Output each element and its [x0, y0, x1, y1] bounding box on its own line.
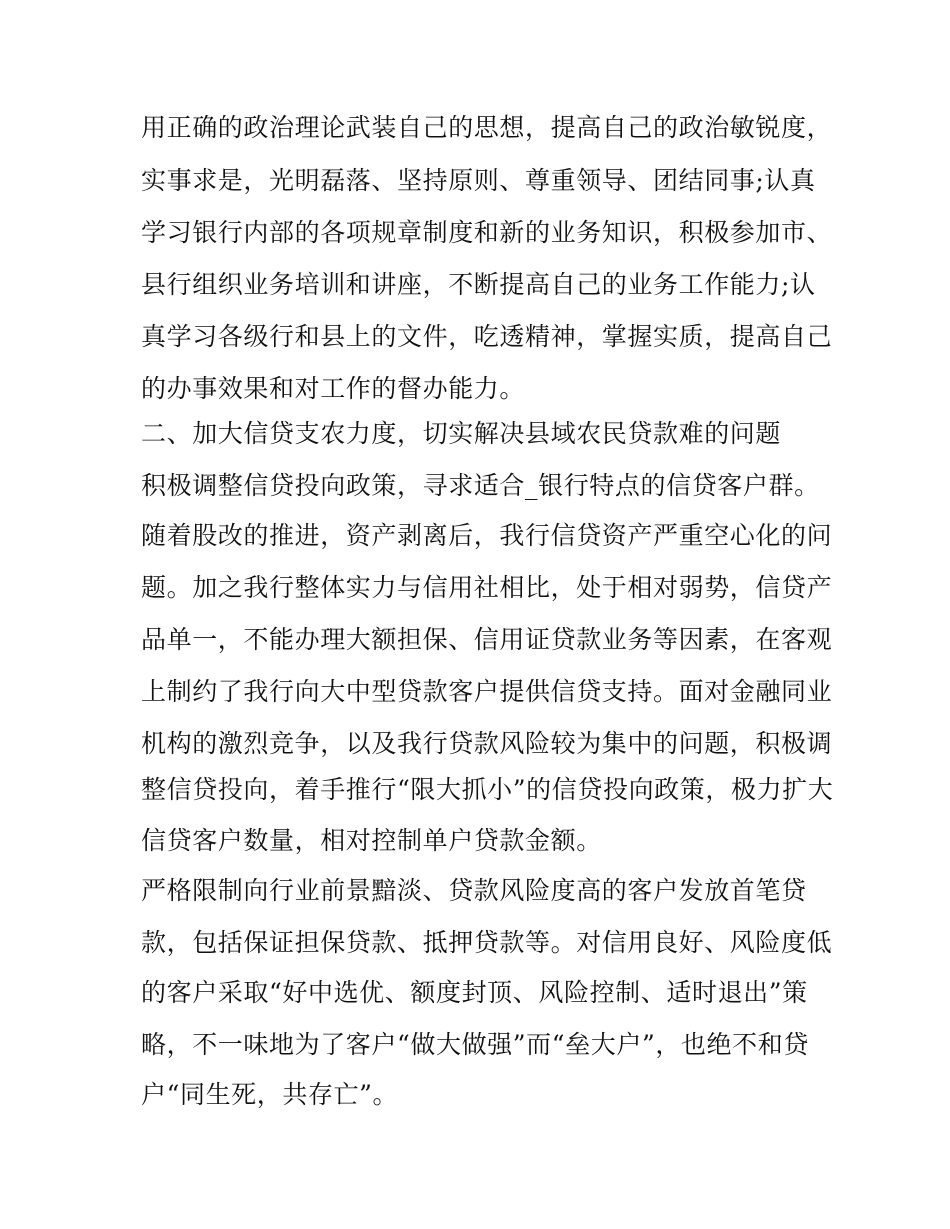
text-line: 实事求是，光明磊落、坚持原则、尊重领导、团结同事;认真	[141, 166, 816, 195]
text-line: 上制约了我行向大中型贷款客户提供信贷支持。面对金融同业	[141, 677, 833, 706]
text-line: 真学习各级行和县上的文件，吃透精神，掌握实质，提高自己	[141, 322, 833, 351]
text-line: 整信贷投向，着手推行“限大抓小”的信贷投向政策，极力扩大	[141, 775, 834, 804]
text-line: 信贷客户数量，相对控制单户贷款金额。	[141, 826, 602, 855]
text-line: 题。加之我行整体实力与信用社相比，处于相对弱势，信贷产	[141, 573, 833, 602]
text-line: 用正确的政治理论武装自己的思想，提高自己的政治敏锐度，	[141, 113, 833, 142]
text-line: 的办事效果和对工作的督办能力。	[141, 374, 526, 403]
text-line: 的客户采取“好中选优、额度封顶、风险控制、适时退出”策	[141, 978, 808, 1007]
text-line: 县行组织业务培训和讲座，不断提高自己的业务工作能力;认	[141, 270, 816, 299]
text-line: 随着股改的推进，资产剥离后，我行信贷资产严重空心化的问	[141, 521, 833, 550]
text-line: 略，不一味地为了客户“做大做强”而“垒大户”，也绝不和贷	[141, 1030, 809, 1059]
text-line: 机构的激烈竞争，以及我行贷款风险较为集中的问题，积极调	[141, 729, 833, 758]
text-line: 严格限制向行业前景黯淡、贷款风险度高的客户发放首笔贷	[141, 876, 807, 905]
section-heading: 二、加大信贷支农力度，切实解决县域农民贷款难的问题	[141, 419, 782, 448]
text-line: 户“同生死，共存亡”。	[141, 1080, 399, 1109]
text-line: 品单一，不能办理大额担保、信用证贷款业务等因素，在客观	[141, 625, 833, 654]
text-line: 款，包括保证担保贷款、抵押贷款等。对信用良好、风险度低	[141, 928, 833, 957]
text-line: 积极调整信贷投向政策，寻求适合_银行特点的信贷客户群。	[141, 471, 820, 500]
text-line: 学习银行内部的各项规章制度和新的业务知识，积极参加市、	[141, 218, 833, 247]
